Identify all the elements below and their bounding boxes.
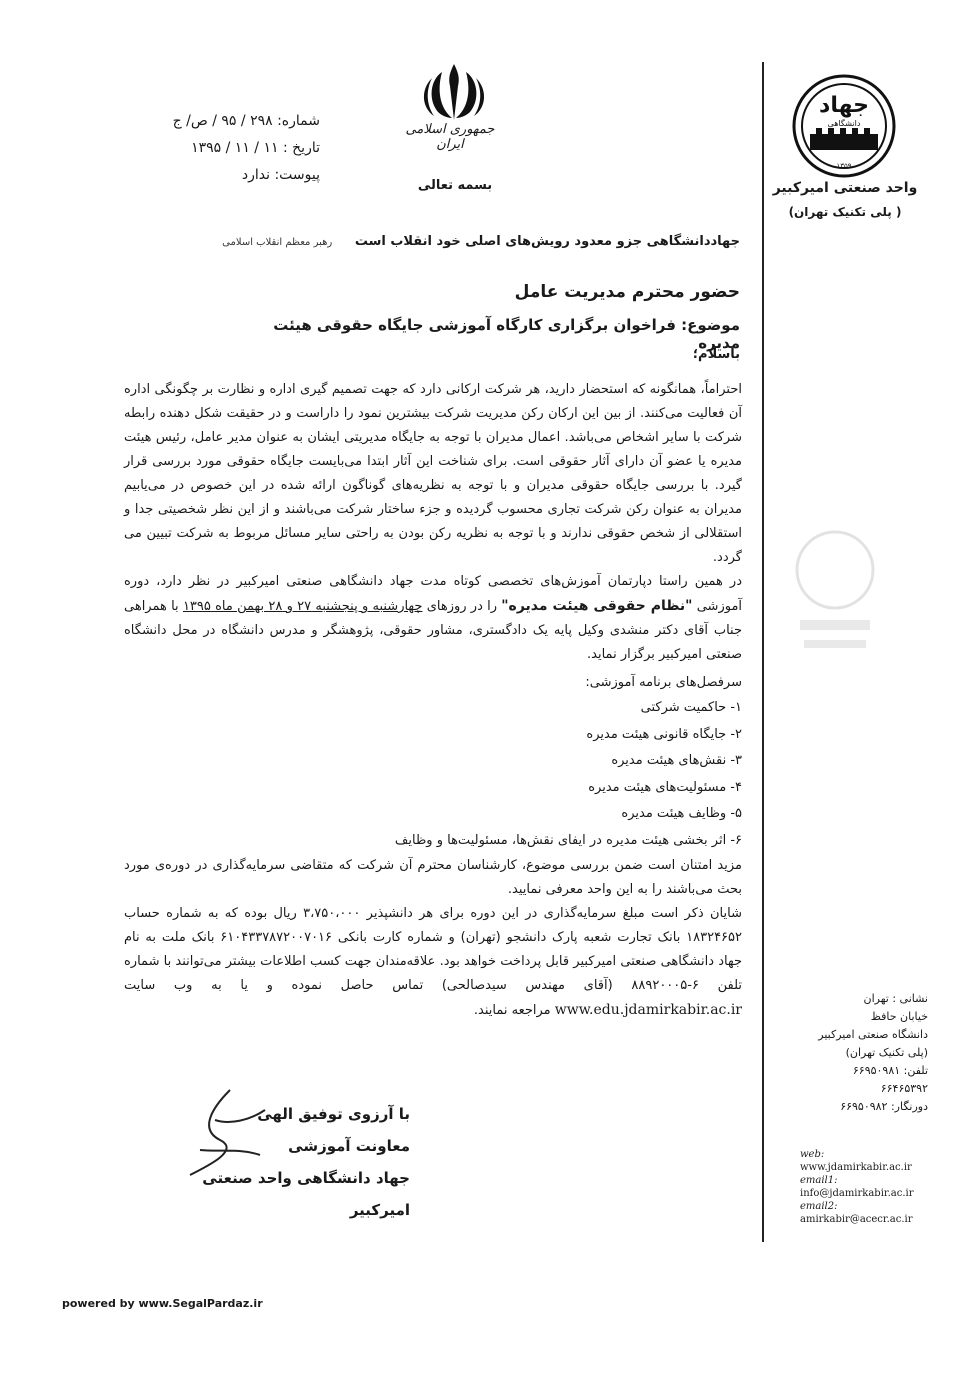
address-line: تلفن: ۶۶۹۵۰۹۸۱ [852, 1064, 928, 1077]
address-line: نشانی : تهران [863, 992, 928, 1005]
list-item: ۵- وظایف هیئت مدیره [621, 806, 742, 821]
address-line: خیابان حافظ [870, 1010, 928, 1023]
address-line: (پلی تکنیک تهران) [845, 1046, 928, 1059]
seal-text: جهاد [819, 93, 869, 118]
website-link[interactable]: www.edu.jdamirkabir.ac.ir [554, 1002, 742, 1018]
email1-value[interactable]: info@jdamirkabir.ac.ir [800, 1188, 914, 1199]
jahad-seal-logo [790, 72, 898, 180]
faint-stamp-icon [790, 510, 880, 680]
web-url[interactable]: www.jdamirkabir.ac.ir [800, 1162, 912, 1173]
letter-attachment: پیوست: ندارد [241, 167, 320, 183]
contact-address [780, 990, 928, 1116]
margin-divider [762, 62, 764, 1242]
letter-meta [120, 108, 320, 189]
bismillah-heading: بسمه تعالی [417, 178, 493, 193]
address-line: ۶۶۴۶۵۳۹۲ [880, 1082, 928, 1095]
quote-attribution: رهبر معظم انقلاب اسلامی [222, 237, 333, 248]
seal-year: ۱۳۵۹ [836, 162, 852, 170]
quote-text: جهاددانشگاهی جزو معدود رویش‌های اصلی خود انقلاب است [354, 234, 740, 249]
contact-web [800, 1148, 930, 1226]
greeting: باسلام؛ [692, 347, 740, 362]
outline-list [124, 695, 742, 854]
seal-subtext: دانشگاهی [827, 119, 861, 128]
web-label: web: [800, 1149, 825, 1160]
course-dates: چهارشنبه و پنجشنبه ۲۷ و ۲۸ بهمن ماه ۱۳۹۵ [182, 599, 423, 614]
powered-by-footer[interactable]: powered by www.SegalPardaz.ir [62, 1297, 263, 1310]
paragraph-request: مزید امتنان است ضمن بررسی موضوع، کارشناسان محترم آن شرکت که متقاضی سرمایه‌گذاری در دوره‌ی مورد بحث می‌باشند را به این واحد معرفی نمایید. [124, 858, 742, 897]
signature-line2: معاونت آموزشی [288, 1137, 410, 1155]
email1-label: email1: [800, 1175, 838, 1186]
letter-number: شماره: ۲۹۸ / ۹۵ / ص/ ج [172, 113, 320, 129]
unit-subtitle: ( پلی تکنیک تهران) [788, 205, 902, 219]
leader-quote [220, 234, 740, 249]
list-item: ۴- مسئولیت‌های هیئت مدیره [588, 779, 742, 795]
subject-line: موضوع: فراخوان برگزاری کارگاه آموزشی جایگاه حقوقی هیئت مدیره [273, 316, 740, 352]
paragraph-course: در همین راستا دپارتمان آموزش‌های تخصصی کوتاه مدت جهاد دانشگاهی صنعتی امیرکبیر در نظر دارد، دوره آموزشی "نظام حقوقی هیئت مدیره" را در روزهای چهارشنبه و پنجشنبه ۲۷ و ۲۸ بهمن ماه ۱۳۹۵ با همراهی جناب آقای دکتر منشدی وکیل پایه یک دادگستری، مشاور حقوقی، پژوهشگر و مدرس دانشگاه در محل دانشگاه صنعتی امیرکبیر برگزار نماید. [124, 574, 743, 662]
letter-date: تاریخ : ۱۱ / ۱۱ / ۱۳۹۵ [191, 140, 320, 156]
paragraph-payment: شایان ذکر است مبلغ سرمایه‌گذاری در این دوره برای هر دانشپذیر ۳،۷۵۰،۰۰۰ ریال بوده که به شماره حساب ۱۸۳۲۴۶۵۲ بانک تجارت شعبه پارک دانشجو (تهران) و شماره کارت بانکی ۶۱۰۴۳۳۷۸۷۲۰۰۷۰۱۶ بانک ملت به نام جهاد دانشگاهی صنعتی امیرکبیر قابل پرداخت خواهد بود. علاقه‌مندان جهت کسب اطلاعات بیشتر می‌توانند با شماره تلفن ۶-۸۸۹۲۰۰۰۵ (آقای مهندس سیدصالحی) تماس حاصل نموده و یا به وب سایت www.edu.jdamirkabir.ac.ir مراجعه نمایند. [124, 906, 743, 1018]
address-line: دورنگار: ۶۶۹۵۰۹۸۲ [840, 1100, 928, 1113]
list-item: ۱- حاکمیت شرکتی [640, 700, 742, 715]
unit-name: واحد صنعتی امیرکبیر [772, 180, 918, 196]
signature-line3: جهاد دانشگاهی واحد صنعتی امیرکبیر [202, 1169, 410, 1219]
signature-line1: با آرزوی توفیق الهی [257, 1105, 410, 1123]
outline-title: سرفصل‌های برنامه آموزشی: [585, 675, 742, 690]
addressee: حضور محترم مدیریت عامل [514, 282, 740, 302]
email2-label: email2: [800, 1201, 838, 1212]
list-item: ۲- جایگاه قانونی هیئت مدیره [586, 726, 742, 742]
list-item: ۳- نقش‌های هیئت مدیره [611, 753, 742, 768]
course-title: "نظام حقوقی هیئت مدیره" [501, 598, 693, 614]
paragraph-intro: احتراماً، همانگونه که استحضار دارید، هر شرکت ارکانی دارد که جهت تصمیم گیری اداره و نظارت بر چگونگی اداره آن فعالیت می‌کنند. از بین این ارکان رکن مدیریت شرکت بیشترین نمود را داراست و در حقیقت شکل دهنده رابطه شرکت با سایر اشخاص می‌باشد. اعمال مدیران با توجه به جایگاه مدیریتی ایشان به عنوان مدیر عامل، رئیس هیئت مدیره یا عضو آن دارای آثار حقوقی است. برای شناخت این آثار ابتدا می‌بایست جایگاه حقوقی مورد بررسی قرار گیرد. با بررسی جایگاه حقوقی مدیران و با توجه به نظریه‌های گوناگون ارائه شده در این خصوص در می‌یابیم مدیران به عنوان رکن شرکت تجاری محسوب گردیده و جزء ساختار شرکت می‌باشند و از این نظر شخصیتی جدا و استقلالی از شخص حقوقی ندارند و با توجه به نظریه رکن بودن به راحتی سایر مسائل مربوط به شرکت تبیین می گردد. [124, 382, 742, 565]
signature-block [200, 1098, 410, 1226]
list-item: ۶- اثر بخشی هیئت مدیره در ایفای نقش‌ها، مسئولیت‌ها و وظایف [394, 832, 742, 848]
address-line: دانشگاه صنعتی امیرکبیر [818, 1028, 928, 1041]
email2-value[interactable]: amirkabir@acecr.ac.ir [800, 1214, 913, 1225]
letter-body [124, 378, 742, 1023]
emblem-caption: جمهوری اسلامی ایران [405, 122, 495, 152]
